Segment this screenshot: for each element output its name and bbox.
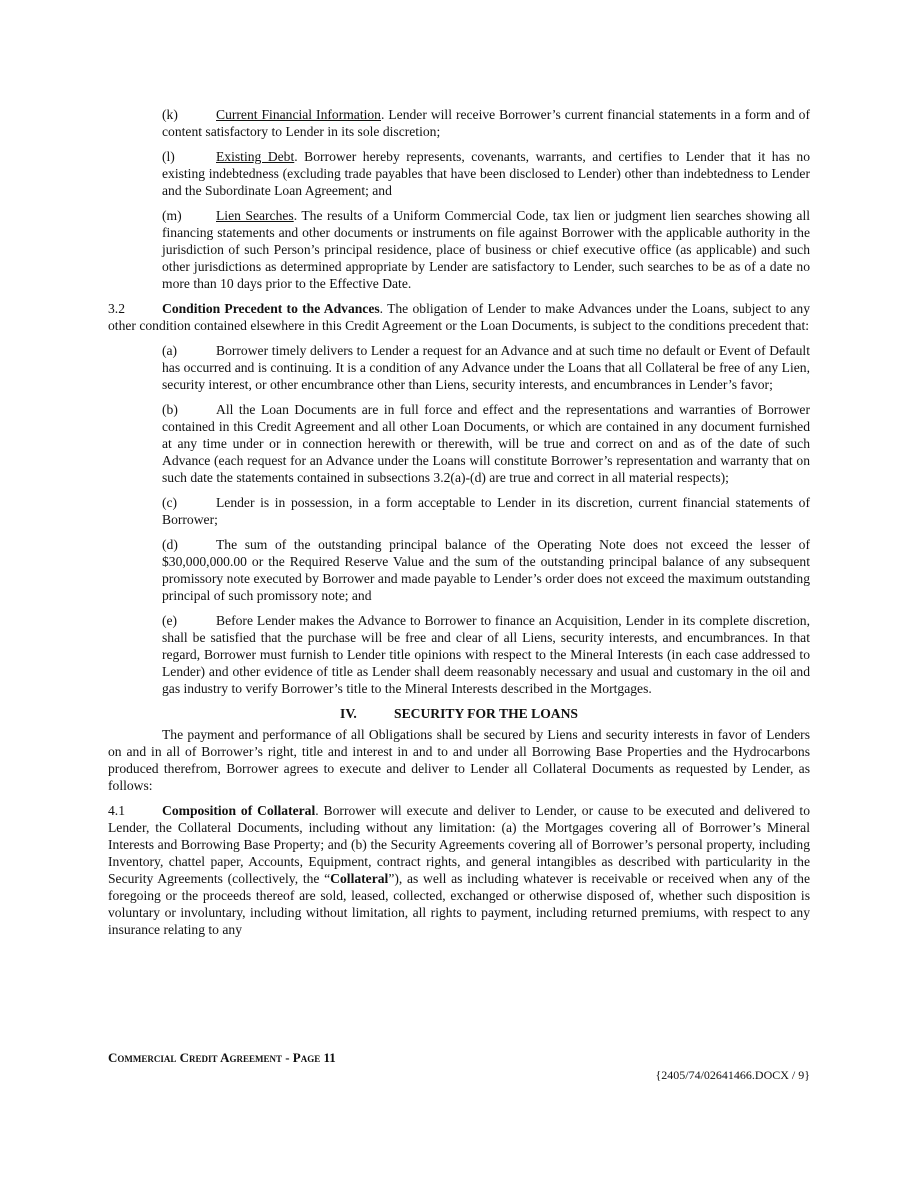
sub-c xyxy=(162,494,810,528)
document-page xyxy=(108,106,810,938)
item-k-title: Current Financial Information xyxy=(216,107,381,122)
item-m-text: . The results of a Uniform Commercial Code, tax lien or judgment lien searches showing all financing statements and other documents or instruments on file against Borrower with the applicable authority in the jurisdiction of such Person’s principal residence, place of business or chief executive office (as applicable) and such other jurisdictions as determined appropriate by Lender are satisfactory to Lender, such searches to be as of a date no more than 10 days prior to the Effective Date. xyxy=(162,208,810,291)
item-l-title: Existing Debt xyxy=(216,149,295,164)
sub-a-label: (a) xyxy=(162,343,178,358)
item-l xyxy=(162,148,810,199)
article-iv-heading xyxy=(108,705,810,722)
sub-b-label: (b) xyxy=(162,402,178,417)
sub-d xyxy=(162,536,810,604)
sub-c-label: (c) xyxy=(162,495,178,510)
section-4-1-number: 4.1 xyxy=(108,803,125,818)
sub-e xyxy=(162,612,810,697)
section-3-2-text: . The obligation of Lender to make Advances under the Loans, subject to any other condition contained elsewhere in this Credit Agreement or the Loan Documents, is subject to the conditions precedent that: xyxy=(108,301,810,333)
item-l-text: . Borrower hereby represents, covenants, warrants, and certifies to Lender that it has no existing indebtedness (excluding trade payables that have been disclosed to Lender) other than indebtedness to Lender and the Subordinate Loan Agreement; and xyxy=(162,149,811,198)
footer-doc-id: {2405/74/02641466.DOCX / 9} xyxy=(655,1068,810,1082)
section-4-1-title: Composition of Collateral xyxy=(162,803,316,818)
article-iv-title: SECURITY FOR THE LOANS xyxy=(394,706,578,721)
item-m-label: (m) xyxy=(162,208,182,223)
sub-e-text: Before Lender makes the Advance to Borrower to finance an Acquisition, Lender in its complete discretion, shall be satisfied that the purchase will be free and clear of all Liens, security interests, and encumbrances. In that regard, Borrower must furnish to Lender title opinions with respect to the Mineral Interests (in each case addressed to Lender) and other evidence of title as Lender shall deem reasonably necessary and usual and customary in the oil and gas industry to verify Borrower’s title to the Mineral Interests described in the Mortgages. xyxy=(162,613,810,696)
item-k-label: (k) xyxy=(162,107,178,122)
item-k xyxy=(162,106,810,140)
sub-e-label: (e) xyxy=(162,613,178,628)
footer-page-label: Commercial Credit Agreement - Page 11 xyxy=(108,1050,336,1065)
section-4-1-text-before: . Borrower will execute and deliver to Lender, or cause to be executed and delivered to Lender, the Collateral Documents, including without any limitation: (a) the Mortgages covering all of Borrower’s Mineral Interests and Borrowing Base Property; and (b) the Security Agreements covering all of Borrower’s personal property, including Inventory, chattel paper, Accounts, Equipment, contract rights, and general intangibles as described with particularity in the Security Agreements (collectively, the “ xyxy=(108,803,810,886)
sub-d-text: The sum of the outstanding principal balance of the Operating Note does not exceed the lesser of $30,000,000.00 or the Required Reserve Value and the sum of the outstanding principal balance of any subsequent promissory note executed by Borrower and made payable to Lender’s order does not exceed the maximum outstanding principal of such promissory note; and xyxy=(162,537,810,603)
sub-d-label: (d) xyxy=(162,537,178,552)
section-3-2-number: 3.2 xyxy=(108,301,125,316)
section-4-1-defined-term: Collateral xyxy=(330,871,389,886)
sub-a xyxy=(162,342,810,393)
item-k-text: . Lender will receive Borrower’s current financial statements in a form and of content satisfactory to Lender in its sole discretion; xyxy=(162,107,810,139)
sub-b xyxy=(162,401,810,486)
article-iv-intro: The payment and performance of all Obligations shall be secured by Liens and security interests in favor of Lenders on and in all of Borrower’s right, title and interest in and to and under all Borrowing Base Properties and the Hydrocarbons produced therefrom, Borrower agrees to execute and deliver to Lender all Collateral Documents as requested by Lender, as follows: xyxy=(108,727,810,793)
item-l-label: (l) xyxy=(162,149,175,164)
section-4-1 xyxy=(108,802,810,938)
sub-c-text: Lender is in possession, in a form acceptable to Lender in its discretion, current financial statements of Borrower; xyxy=(162,495,810,527)
article-iv-number: IV. xyxy=(340,706,357,721)
section-3-2 xyxy=(108,300,810,334)
item-m xyxy=(162,207,810,292)
item-m-title: Lien Searches xyxy=(216,208,294,223)
section-4-1-text-after: ”), as well as including whatever is receivable or received when any of the foregoing or the proceeds thereof are sold, leased, collected, exchanged or otherwise disposed of, whether such disposition is voluntary or involuntary, including without limitation, all rights to payment, including returned premiums, with respect to any insurance relating to any xyxy=(108,871,810,937)
sub-b-text: All the Loan Documents are in full force and effect and the representations and warranties of Borrower contained in this Credit Agreement and all other Loan Documents, or which are contained in any document furnished at any time under or in connection herewith or therewith, will be true and correct on and as of the date of such Advance (each request for an Advance under the Loans will constitute Borrower’s representation and warranty that on such date the statements contained in subsections 3.2(a)-(d) are true and correct in all material respects); xyxy=(162,402,810,485)
section-3-2-title: Condition Precedent to the Advances xyxy=(162,301,380,316)
sub-a-text: Borrower timely delivers to Lender a request for an Advance and at such time no default or Event of Default has occurred and is continuing. It is a condition of any Advance under the Loans that all Collateral be free of any Lien, security interest, or other encumbrance other than Liens, security interests, and encumbrances in Lender’s favor; xyxy=(162,343,810,392)
